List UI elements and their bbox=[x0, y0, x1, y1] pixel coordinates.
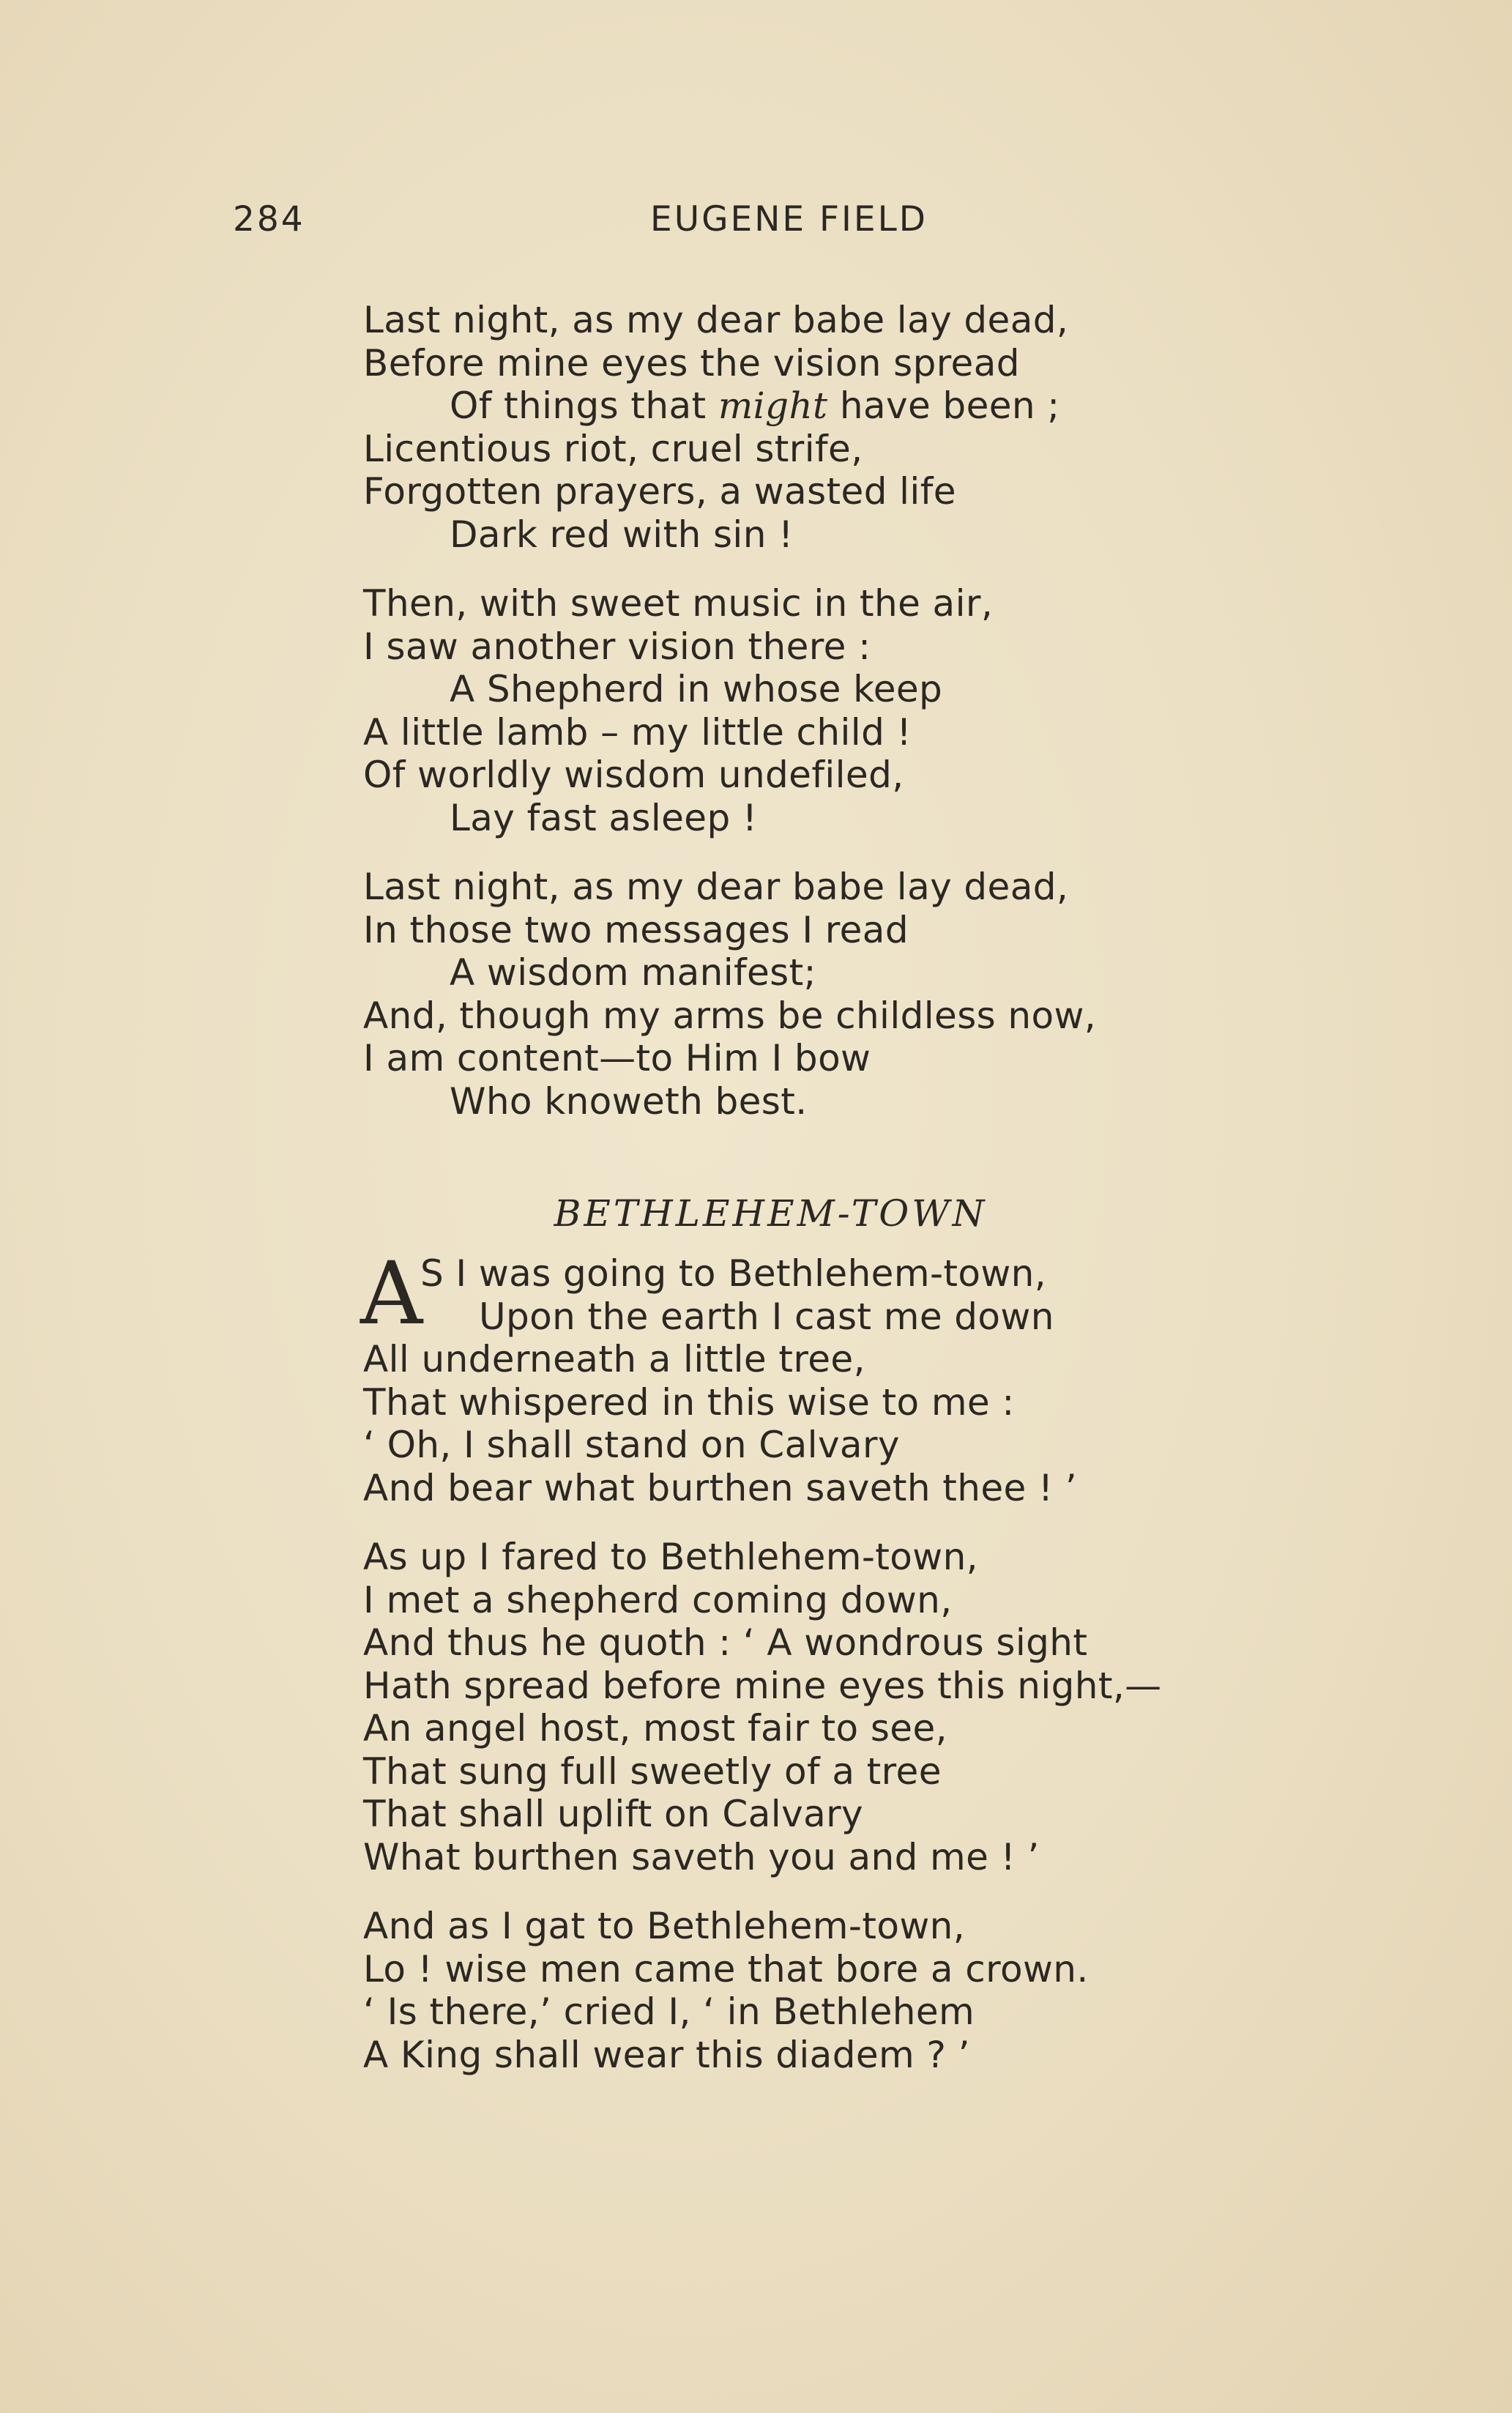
running-head bbox=[0, 199, 1512, 243]
drop-cap: A bbox=[360, 1243, 423, 1344]
poem-line: Upon the earth I cast me down bbox=[479, 1295, 1054, 1338]
poem-title: BETHLEHEM-TOWN bbox=[554, 1192, 988, 1235]
poem-line: In those two messages I read bbox=[363, 908, 909, 951]
running-title: EUGENE FIELD bbox=[650, 199, 928, 239]
poem-line: Last night, as my dear babe lay dead, bbox=[363, 866, 1069, 908]
poem-line: That sung full sweetly of a tree bbox=[363, 1750, 942, 1793]
poem-line-part: have been ; bbox=[827, 384, 1060, 427]
stanza bbox=[363, 1536, 1315, 1878]
poem-line: ‘ Oh, I shall stand on Calvary bbox=[363, 1424, 900, 1466]
poem-line: I am content—to Him I bow bbox=[363, 1037, 871, 1079]
page-number: 284 bbox=[233, 199, 305, 239]
poem-line: ‘ Is there,’ cried I, ‘ in Bethlehem bbox=[363, 1990, 975, 2033]
stanza bbox=[360, 1243, 1315, 1509]
poem-line: Of worldly wisdom undefiled, bbox=[363, 754, 904, 796]
poem-line: Dark red with sin ! bbox=[450, 513, 794, 556]
poem-line: And bear what burthen saveth thee ! ’ bbox=[363, 1466, 1078, 1509]
poem-line: I saw another vision there : bbox=[363, 625, 871, 668]
poem-line: A King shall wear this diadem ? ’ bbox=[363, 2033, 970, 2076]
poem-line: Last night, as my dear babe lay dead, bbox=[363, 299, 1069, 341]
poem-line: Forgotten prayers, a wasted life bbox=[363, 470, 956, 513]
stanza bbox=[363, 1905, 1315, 2076]
poem-line: Before mine eyes the vision spread bbox=[363, 341, 1020, 384]
poem-first bbox=[363, 299, 1315, 1149]
emphasized-word: might bbox=[718, 384, 828, 427]
poem-line: A little lamb – my little child ! bbox=[363, 710, 912, 754]
stanza bbox=[363, 582, 1315, 839]
poem-line: That whispered in this wise to me : bbox=[363, 1380, 1015, 1424]
stanza bbox=[363, 866, 1315, 1123]
poem-line: And, though my arms be childless now, bbox=[363, 994, 1097, 1037]
poem-line: I met a shepherd coming down, bbox=[363, 1578, 953, 1621]
poem-line: What burthen saveth you and me ! ’ bbox=[363, 1835, 1040, 1878]
poem-line: A wisdom manifest; bbox=[450, 951, 816, 994]
poem-line: Licentious riot, cruel strife, bbox=[363, 427, 863, 470]
poem-line: Then, with sweet music in the air, bbox=[363, 582, 994, 625]
poem-line: Who knoweth best. bbox=[450, 1079, 808, 1123]
poem-line: Lay fast asleep ! bbox=[450, 796, 758, 839]
poem-line: An angel host, most fair to see, bbox=[363, 1707, 947, 1750]
poem-line: That shall uplift on Calvary bbox=[363, 1793, 864, 1835]
poem-line bbox=[363, 384, 1315, 428]
poem-line-part: Of things that bbox=[450, 384, 718, 427]
poem-bethlehem-town bbox=[360, 1243, 1315, 2102]
poem-line: And thus he quoth : ‘ A wondrous sight bbox=[363, 1621, 1088, 1664]
poem-line: And as I gat to Bethlehem-town, bbox=[363, 1905, 965, 1947]
poem-line: As up I fared to Bethlehem-town, bbox=[363, 1536, 978, 1578]
poem-line: Lo ! wise men came that bore a crown. bbox=[363, 1947, 1089, 1990]
poem-line: All underneath a little tree, bbox=[363, 1338, 865, 1380]
poem-line: A Shepherd in whose keep bbox=[450, 668, 943, 710]
stanza bbox=[363, 299, 1315, 556]
poem-line: Hath spread before mine eyes this night,— bbox=[363, 1664, 1162, 1707]
poem-line-part: S I was going to Bethlehem-town, bbox=[420, 1252, 1047, 1295]
